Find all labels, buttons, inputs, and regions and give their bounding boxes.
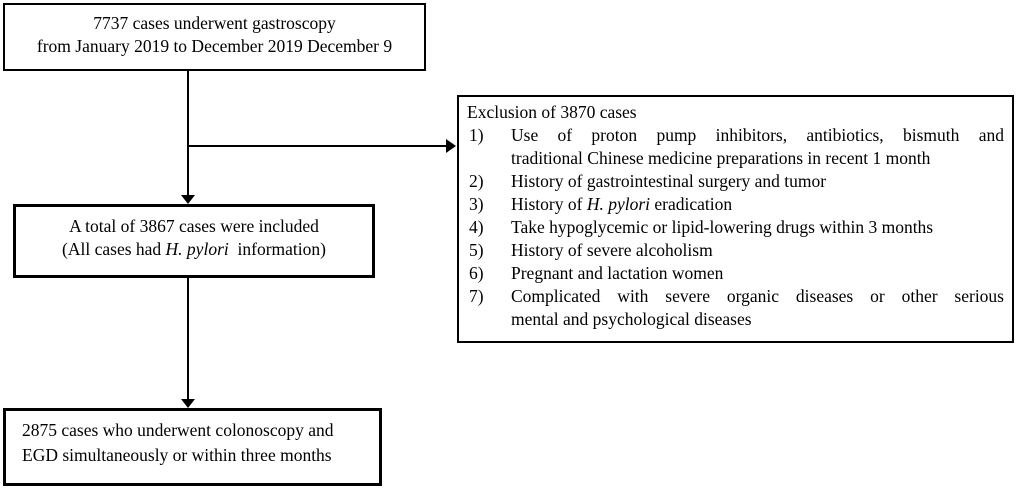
exclusion-item-line: History of severe alcoholism <box>511 240 713 260</box>
exclusion-item-line: Complicated with severe organic diseases or other serious <box>511 286 1004 306</box>
exclusion-item <box>467 216 1004 239</box>
exclusion-item-line: History of H. pylori eradication <box>511 194 733 214</box>
exclusion-item-text <box>511 262 1004 285</box>
exclusion-item <box>467 285 1004 331</box>
final-box-line-2: EGD simultaneously or within three months <box>22 445 332 465</box>
connector-branch-to-exclusion <box>188 145 446 147</box>
box-final-colonoscopy-cases <box>3 408 382 486</box>
down-arrowhead-to-included <box>181 195 195 204</box>
exclusion-item-text <box>511 239 1004 262</box>
exclusion-item-number: 4) <box>469 217 484 237</box>
exclusion-item <box>467 124 1004 170</box>
included-box-line-2: (All cases had H. pylori information) <box>62 239 326 259</box>
exclusion-item-number: 7) <box>469 286 484 306</box>
box-exclusion-criteria <box>457 95 1014 343</box>
included-box-line-1: A total of 3867 cases were included <box>69 216 319 236</box>
box-total-gastroscopy-cases <box>3 3 426 71</box>
exclusion-item-number: 2) <box>469 171 484 191</box>
exclusion-item-line: History of gastrointestinal surgery and tumor <box>511 171 827 191</box>
exclusion-item <box>467 170 1004 193</box>
exclusion-item <box>467 239 1004 262</box>
down-arrowhead-to-final <box>181 399 195 408</box>
exclusion-item <box>467 193 1004 216</box>
exclusion-item-text <box>511 193 1004 216</box>
top-box-line-2: from January 2019 to December 2019 December 9 <box>36 36 393 56</box>
exclusion-item-number: 6) <box>469 263 484 283</box>
exclusion-item-text <box>511 124 1004 170</box>
box-included-cases <box>13 204 375 278</box>
exclusion-item-text <box>511 285 1004 331</box>
exclusion-item-text <box>511 216 1004 239</box>
exclusion-item-number: 3) <box>469 194 484 214</box>
exclusion-item-number: 5) <box>469 240 484 260</box>
exclusion-item <box>467 262 1004 285</box>
exclusion-item-line: mental and psychological diseases <box>511 309 752 329</box>
exclusion-item-number: 1) <box>469 125 484 145</box>
right-arrowhead-to-exclusion <box>446 139 456 153</box>
top-box-line-1: 7737 cases underwent gastroscopy <box>93 13 336 33</box>
exclusion-item-line: Pregnant and lactation women <box>511 263 724 283</box>
exclusion-item-line: traditional Chinese medicine preparations in recent 1 month <box>511 148 931 168</box>
exclusion-item-line: Take hypoglycemic or lipid-lowering drugs within 3 months <box>511 217 934 237</box>
exclusion-title: Exclusion of 3870 cases <box>467 102 637 122</box>
exclusion-item-text <box>511 170 1004 193</box>
exclusion-item-list <box>467 124 1004 331</box>
connector-included-to-final <box>187 278 189 399</box>
connector-top-to-included <box>187 71 189 197</box>
final-box-line-1: 2875 cases who underwent colonoscopy and <box>22 420 334 440</box>
exclusion-item-line: Use of proton pump inhibitors, antibiotics, bismuth and <box>511 125 1004 145</box>
